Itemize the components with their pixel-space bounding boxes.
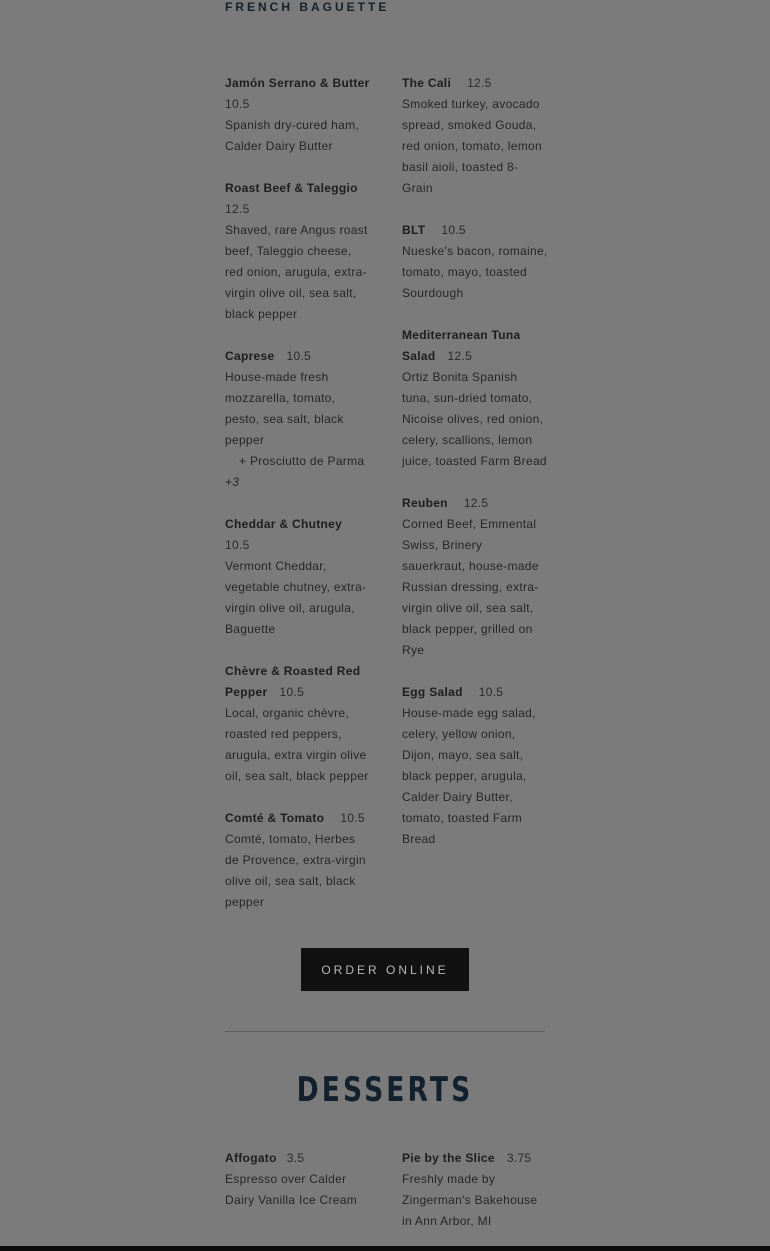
- bottom-bar: [0, 1246, 770, 1251]
- item-price: 12.5: [225, 202, 250, 216]
- item-price: 10.5: [225, 97, 250, 111]
- item-description: Espresso over Calder Dairy Vanilla Ice Cream: [225, 1172, 358, 1207]
- item-price: 10.5: [279, 685, 305, 699]
- addon-price: +3: [225, 475, 240, 489]
- item-name: Egg Salad: [402, 685, 463, 699]
- item-name: Affogato: [225, 1151, 277, 1165]
- item-description: Shaved, rare Angus roast beef, Taleggio cheese, red onion, arugula, extra-virgin olive oil, sea salt, black pepper: [225, 223, 368, 321]
- item-description: House-made fresh mozzarella, tomato, pesto, sea salt, black pepper: [225, 370, 344, 447]
- item-price: 10.5: [286, 349, 312, 363]
- menu-item: [402, 1148, 548, 1232]
- menu-item: [225, 514, 371, 640]
- item-name: BLT: [402, 223, 426, 237]
- item-name: Roast Beef & Taleggio: [225, 181, 358, 195]
- item-name: Comté & Tomato: [225, 811, 325, 825]
- item-description: Nueske's bacon, romaine, tomato, mayo, toasted Sourdough: [402, 244, 548, 300]
- item-price: 10.5: [340, 811, 365, 825]
- item-name: Mediterranean Tuna Salad: [402, 328, 521, 363]
- item-description: Comté, tomato, Herbes de Provence, extra-virgin olive oil, sea salt, black pepper: [225, 832, 366, 909]
- item-price: 3.5: [286, 1151, 305, 1165]
- item-name: The Cali: [402, 76, 452, 90]
- section-title: FRENCH BAGUETTE: [225, 0, 390, 14]
- item-name: Chèvre & Roasted Red Pepper: [225, 664, 361, 699]
- item-name: Cheddar & Chutney: [225, 517, 343, 531]
- item-price: 10.5: [441, 223, 466, 237]
- desserts-column-left: [225, 1148, 371, 1211]
- addon-label: + Prosciutto de Parma: [239, 454, 365, 468]
- item-description: Freshly made by Zingerman's Bakehouse in Ann Arbor, MI: [402, 1172, 538, 1228]
- menu-item: [402, 493, 548, 661]
- menu-item: [402, 325, 548, 472]
- item-name: Pie by the Slice: [402, 1151, 495, 1165]
- desserts-column-right: [402, 1148, 548, 1232]
- item-description: House-made egg salad, celery, yellow onion, Dijon, mayo, sea salt, black pepper, arugula, Calder Dairy Butter, tomato, toasted Farm Bread: [402, 706, 536, 846]
- item-description: Corned Beef, Emmental Swiss, Brinery sauerkraut, house-made Russian dressing, extra-virgin olive oil, sea salt, black pepper, grilled on Rye: [402, 517, 539, 657]
- item-price: 10.5: [478, 685, 504, 699]
- menu-item: [225, 178, 371, 325]
- item-description: Smoked turkey, avocado spread, smoked Gouda, red onion, tomato, lemon basil aioli, toasted 8-Grain: [402, 97, 542, 195]
- item-description: Ortiz Bonita Spanish tuna, sun-dried tomato, Nicoise olives, red onion, celery, scallions, lemon juice, toasted Farm Bread: [402, 370, 547, 468]
- menu-item: [225, 346, 371, 493]
- item-name: Reuben: [402, 496, 448, 510]
- menu-item: [402, 682, 548, 850]
- item-description: Spanish dry-cured ham, Calder Dairy Butter: [225, 118, 359, 153]
- menu-item: [225, 808, 371, 913]
- item-price: 3.75: [506, 1151, 532, 1165]
- menu-item: [402, 220, 548, 304]
- order-online-button[interactable]: ORDER ONLINE: [301, 948, 469, 991]
- item-name: Jamón Serrano & Butter: [225, 76, 370, 90]
- item-price: 12.5: [467, 76, 492, 90]
- menu-item: [402, 73, 548, 199]
- menu-item: [225, 661, 371, 787]
- item-name: Caprese: [225, 349, 275, 363]
- menu-item: [225, 1148, 371, 1211]
- menu-column-right: [402, 73, 548, 850]
- section-divider: [225, 1031, 545, 1032]
- item-price: 12.5: [463, 496, 489, 510]
- desserts-heading: DESSERTS: [296, 1070, 474, 1110]
- item-addon: [225, 451, 371, 493]
- item-description: Vermont Cheddar, vegetable chutney, extra-virgin olive oil, arugula, Baguette: [225, 559, 367, 636]
- item-description: Local, organic chèvre, roasted red peppers, arugula, extra virgin olive oil, sea salt, black pepper: [225, 706, 369, 783]
- menu-item: [225, 73, 371, 157]
- menu-column-left: [225, 73, 371, 913]
- item-price: 10.5: [225, 538, 250, 552]
- item-price: 12.5: [447, 349, 473, 363]
